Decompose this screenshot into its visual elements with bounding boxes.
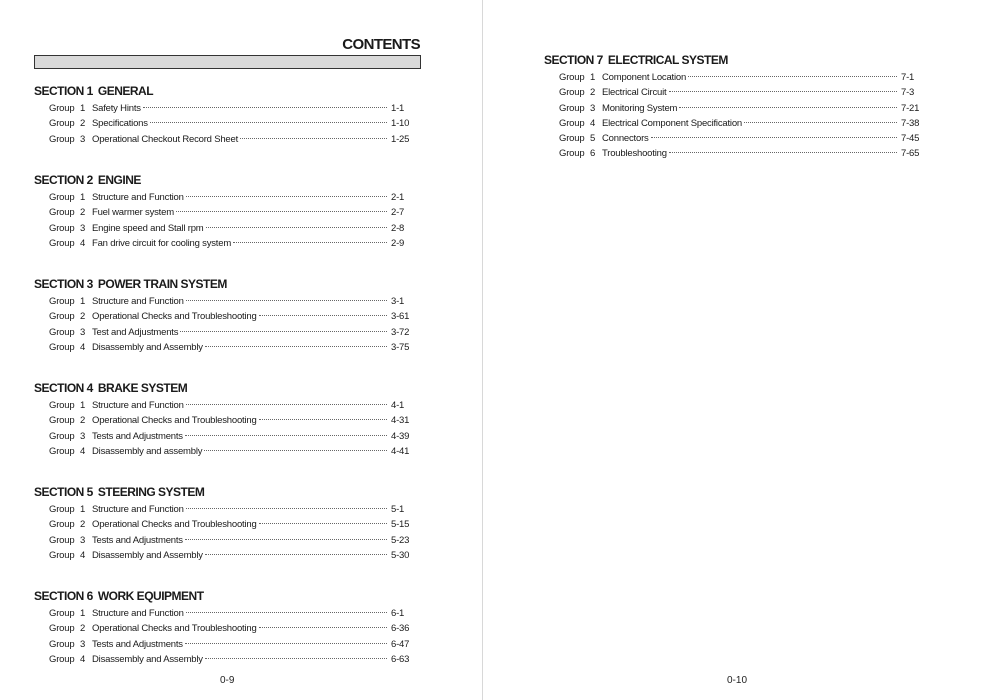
dot-leader xyxy=(186,196,387,197)
group-number: 3 xyxy=(80,326,86,338)
entry-page: 3-1 xyxy=(391,296,405,307)
group-number: 2 xyxy=(80,207,86,219)
page-footer-number: 0-10 xyxy=(727,675,748,686)
entry-page: 6-36 xyxy=(391,623,410,635)
toc-entry[interactable] xyxy=(49,652,416,667)
entry-label: Tests and Adjustments xyxy=(92,638,183,650)
section-5 xyxy=(34,484,416,563)
group-number: 1 xyxy=(80,296,86,307)
toc-entry[interactable] xyxy=(559,146,926,161)
entry-page: 2-8 xyxy=(391,222,405,234)
section-heading xyxy=(34,484,416,501)
group-number: 1 xyxy=(80,400,86,411)
group-number: 2 xyxy=(80,311,86,323)
toc-entry[interactable] xyxy=(49,533,416,548)
entry-label: Troubleshooting xyxy=(602,148,667,160)
entry-label: Operational Checkout Record Sheet xyxy=(92,133,239,145)
section-3 xyxy=(34,276,416,355)
section-heading xyxy=(34,276,416,293)
group-number: 6 xyxy=(590,148,596,160)
group-word: Group xyxy=(49,222,75,234)
dot-leader xyxy=(204,450,387,451)
entry-page: 4-1 xyxy=(391,400,405,411)
entry-label: Tests and Adjustments xyxy=(92,534,183,546)
toc-entry[interactable] xyxy=(559,116,926,131)
group-word: Group xyxy=(49,326,75,338)
section-number: SECTION 6 xyxy=(34,589,93,603)
section-name: ENGINE xyxy=(97,173,141,187)
section-number: SECTION 7 xyxy=(544,53,603,67)
group-number: 4 xyxy=(80,445,86,457)
dot-leader xyxy=(205,658,387,659)
group-word: Group xyxy=(559,87,585,99)
section-number: SECTION 2 xyxy=(34,173,93,187)
dot-leader xyxy=(185,643,387,644)
toc-entry[interactable] xyxy=(49,132,416,147)
entry-page: 6-47 xyxy=(391,638,410,650)
group-number: 3 xyxy=(80,222,86,234)
group-number: 2 xyxy=(80,519,86,531)
group-word: Group xyxy=(49,549,75,561)
entry-page: 2-9 xyxy=(391,237,405,249)
entry-page: 6-1 xyxy=(391,608,405,619)
toc-entry[interactable] xyxy=(559,101,926,116)
group-word: Group xyxy=(49,237,75,249)
dot-leader xyxy=(651,137,897,138)
entry-page: 3-75 xyxy=(391,341,410,353)
dot-leader xyxy=(679,107,897,108)
entry-page: 1-10 xyxy=(391,118,410,130)
section-name: GENERAL xyxy=(97,84,154,98)
group-word: Group xyxy=(49,519,75,531)
section-number: SECTION 3 xyxy=(34,277,93,291)
toc-entry[interactable] xyxy=(559,131,926,146)
dot-leader xyxy=(186,612,387,613)
dot-leader xyxy=(669,91,898,92)
group-word: Group xyxy=(49,341,75,353)
group-word: Group xyxy=(49,192,75,203)
toc-entry[interactable] xyxy=(49,101,416,116)
entry-page: 7-1 xyxy=(901,72,915,83)
group-word: Group xyxy=(49,296,75,307)
entry-page: 4-39 xyxy=(391,430,410,442)
dot-leader xyxy=(233,242,387,243)
toc-entry[interactable] xyxy=(49,621,416,636)
entry-label: Electrical Circuit xyxy=(602,87,667,99)
section-name: STEERING SYSTEM xyxy=(97,485,205,499)
group-number: 3 xyxy=(80,534,86,546)
dot-leader xyxy=(744,122,897,123)
toc-entry[interactable] xyxy=(49,502,416,517)
toc-entry[interactable] xyxy=(49,340,416,355)
section-name: WORK EQUIPMENT xyxy=(97,589,204,603)
group-number: 2 xyxy=(80,118,86,130)
group-word: Group xyxy=(49,445,75,457)
group-number: 1 xyxy=(80,608,86,619)
entry-label: Specifications xyxy=(92,118,148,130)
entry-label: Disassembly and Assembly xyxy=(92,341,203,353)
dot-leader xyxy=(150,122,387,123)
toc-entry[interactable] xyxy=(49,413,416,428)
group-word: Group xyxy=(559,117,585,129)
toc-entry[interactable] xyxy=(49,637,416,652)
group-number: 4 xyxy=(80,341,86,353)
entry-label: Test and Adjustments xyxy=(92,326,179,338)
entry-label: Fuel warmer system xyxy=(92,207,174,219)
right-page xyxy=(483,0,985,700)
entry-label: Structure and Function xyxy=(92,608,184,619)
entry-label: Structure and Function xyxy=(92,400,184,411)
group-word: Group xyxy=(559,72,585,83)
section-heading xyxy=(34,588,416,605)
entry-label: Operational Checks and Troubleshooting xyxy=(92,623,257,635)
group-word: Group xyxy=(49,133,75,145)
toc-entry[interactable] xyxy=(559,85,926,100)
entry-page: 6-63 xyxy=(391,653,410,665)
group-word: Group xyxy=(559,148,585,160)
group-word: Group xyxy=(49,638,75,650)
group-word: Group xyxy=(559,133,585,145)
entry-page: 5-15 xyxy=(391,519,410,531)
entry-page: 5-23 xyxy=(391,534,410,546)
dot-leader xyxy=(205,554,387,555)
entry-label: Component Location xyxy=(602,72,687,83)
group-number: 1 xyxy=(590,72,596,83)
section-2 xyxy=(34,172,416,251)
toc-entry[interactable] xyxy=(49,190,416,205)
entry-page: 1-25 xyxy=(391,133,410,145)
entry-page: 2-1 xyxy=(391,192,405,203)
group-number: 2 xyxy=(80,623,86,635)
dot-leader xyxy=(259,627,387,628)
left-page xyxy=(0,0,482,700)
group-word: Group xyxy=(49,415,75,427)
toc-entry[interactable] xyxy=(559,70,926,85)
entry-label: Tests and Adjustments xyxy=(92,430,183,442)
group-number: 4 xyxy=(80,653,86,665)
entry-page: 5-1 xyxy=(391,504,405,515)
toc-entry[interactable] xyxy=(49,309,416,324)
toc-entry[interactable] xyxy=(49,398,416,413)
entry-page: 4-31 xyxy=(391,415,410,427)
section-1 xyxy=(34,83,416,147)
entry-label: Structure and Function xyxy=(92,504,184,515)
entry-page: 7-45 xyxy=(901,133,920,145)
group-number: 3 xyxy=(80,430,86,442)
section-name: BRAKE SYSTEM xyxy=(97,381,188,395)
entry-label: Connectors xyxy=(602,133,649,145)
group-word: Group xyxy=(49,504,75,515)
entry-label: Disassembly and Assembly xyxy=(92,653,203,665)
dot-leader xyxy=(180,331,387,332)
group-number: 5 xyxy=(590,133,596,145)
dot-leader xyxy=(240,138,387,139)
page-footer-number: 0-9 xyxy=(220,675,235,686)
dot-leader xyxy=(669,152,897,153)
group-word: Group xyxy=(49,534,75,546)
group-number: 3 xyxy=(80,133,86,145)
group-word: Group xyxy=(49,430,75,442)
toc-entry[interactable] xyxy=(49,294,416,309)
entry-page: 4-41 xyxy=(391,445,410,457)
toc-entry[interactable] xyxy=(49,548,416,563)
toc-entry[interactable] xyxy=(49,606,416,621)
group-word: Group xyxy=(49,311,75,323)
group-number: 3 xyxy=(590,102,596,114)
entry-page: 7-3 xyxy=(901,87,915,99)
entry-label: Fan drive circuit for cooling system xyxy=(92,237,232,249)
entry-page: 1-1 xyxy=(391,103,405,114)
toc-entry[interactable] xyxy=(49,444,416,459)
contents-title: CONTENTS xyxy=(342,36,420,53)
entry-label: Electrical Component Specification xyxy=(602,117,742,129)
entry-label: Structure and Function xyxy=(92,192,184,203)
dot-leader xyxy=(259,523,387,524)
dot-leader xyxy=(143,107,387,108)
toc-entry[interactable] xyxy=(49,517,416,532)
group-word: Group xyxy=(49,118,75,130)
entry-page: 7-38 xyxy=(901,117,920,129)
group-number: 4 xyxy=(80,237,86,249)
entry-page: 3-72 xyxy=(391,326,410,338)
entry-page: 7-65 xyxy=(901,148,920,160)
toc-entry[interactable] xyxy=(49,205,416,220)
group-word: Group xyxy=(49,207,75,219)
group-number: 4 xyxy=(80,549,86,561)
group-number: 3 xyxy=(80,638,86,650)
entry-label: Disassembly and assembly xyxy=(92,445,203,457)
group-number: 1 xyxy=(80,103,86,114)
entry-label: Disassembly and Assembly xyxy=(92,549,203,561)
dot-leader xyxy=(259,419,387,420)
group-number: 2 xyxy=(590,87,596,99)
entry-page: 3-61 xyxy=(391,311,410,323)
entry-page: 7-21 xyxy=(901,102,920,114)
dot-leader xyxy=(185,539,387,540)
section-name: POWER TRAIN SYSTEM xyxy=(97,277,227,291)
toc-entry[interactable] xyxy=(49,236,416,251)
section-number: SECTION 5 xyxy=(34,485,93,499)
dot-leader xyxy=(205,346,387,347)
section-number: SECTION 1 xyxy=(34,84,93,98)
dot-leader xyxy=(206,227,387,228)
toc-entry[interactable] xyxy=(49,221,416,236)
toc-entry[interactable] xyxy=(49,325,416,340)
entry-label: Safety Hints xyxy=(92,103,141,114)
toc-entry[interactable] xyxy=(49,429,416,444)
dot-leader xyxy=(259,315,387,316)
section-heading xyxy=(34,172,416,189)
title-bar xyxy=(34,55,421,69)
entry-label: Operational Checks and Troubleshooting xyxy=(92,519,257,531)
section-heading xyxy=(34,83,416,100)
dot-leader xyxy=(186,508,387,509)
entry-label: Engine speed and Stall rpm xyxy=(92,222,204,234)
group-number: 2 xyxy=(80,415,86,427)
entry-page: 2-7 xyxy=(391,207,405,219)
entry-label: Operational Checks and Troubleshooting xyxy=(92,415,257,427)
dot-leader xyxy=(186,300,387,301)
dot-leader xyxy=(176,211,387,212)
section-heading xyxy=(34,380,416,397)
dot-leader xyxy=(186,404,387,405)
toc-entry[interactable] xyxy=(49,116,416,131)
group-word: Group xyxy=(49,608,75,619)
group-word: Group xyxy=(559,102,585,114)
group-number: 1 xyxy=(80,504,86,515)
group-word: Group xyxy=(49,623,75,635)
entry-page: 5-30 xyxy=(391,549,410,561)
group-word: Group xyxy=(49,103,75,114)
group-word: Group xyxy=(49,400,75,411)
group-word: Group xyxy=(49,653,75,665)
section-4 xyxy=(34,380,416,459)
entry-label: Monitoring System xyxy=(602,102,678,114)
section-number: SECTION 4 xyxy=(34,381,93,395)
section-name: ELECTRICAL SYSTEM xyxy=(607,53,728,67)
dot-leader xyxy=(688,76,897,77)
group-number: 4 xyxy=(590,117,596,129)
section-6 xyxy=(34,588,416,667)
group-number: 1 xyxy=(80,192,86,203)
entry-label: Structure and Function xyxy=(92,296,184,307)
section-heading xyxy=(544,52,926,69)
entry-label: Operational Checks and Troubleshooting xyxy=(92,311,257,323)
section-7 xyxy=(544,52,926,162)
dot-leader xyxy=(185,435,387,436)
